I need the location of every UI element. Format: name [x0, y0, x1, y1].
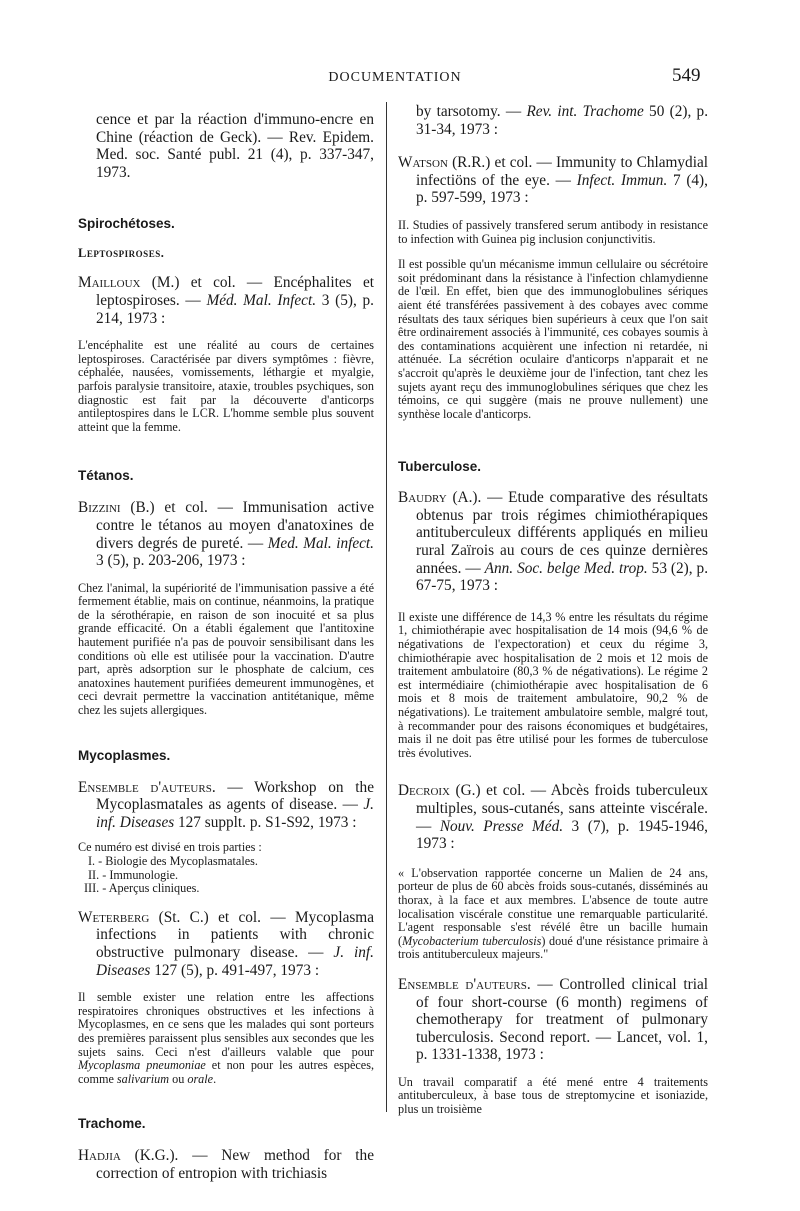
subsection-heading-leptospiroses: Leptospiroses.: [78, 246, 165, 261]
reference-mailloux: Mailloux (M.) et col. — Encéphalites et leptospiroses. — Méd. Mal. Infect. 3 (5), p. 214, 1973 :: [78, 274, 374, 327]
section-heading-mycoplasmes: Mycoplasmes.: [78, 747, 171, 763]
section-heading-tuberculose: Tuberculose.: [398, 459, 482, 475]
abstract-watson: Il est possible qu'un mécanisme immun cellulaire ou sécrétoire soit prédominant dans la résistance à l'infection chlamydienne de l'œil. En effet, bien que des immunoglobulines sériques aient été transférées passivement à des cobayes avec comme résultats des taux sériques bien supérieurs à ceux que l'on sait être ordinairement associés à l'immunité, ces cobayes soumis à des contaminations acquièrent une infection ni retardée, ni atténuée. La sécrétion oculaire d'anticorps n'apparait et ne s'accroit qu'après le deuxième jour de l'infection, tant chez les sujets ayant reçu des immunoglobulines sériques que chez les témoins, ce qui suggère (mais ne prouve nullement) une synthèse locale d'anticorps.: [398, 257, 708, 421]
contents-list: [78, 841, 374, 895]
running-title: DOCUMENTATION: [328, 70, 462, 85]
left-column: [78, 103, 374, 1183]
reference-weterberg: Weterberg (St. C.) et col. — Mycoplasma infections in patients with chronic obstructive pulmonary disease. — J. inf. Diseases 127 (5), p. 491-497, 1973 :: [78, 908, 374, 979]
abstract-bizzini: Chez l'animal, la supériorité de l'immunisation passive a été fermement établie, mais on continue, néanmoins, la pratique de la sérothérapie, en raison de son inocuité et sa plus grande efficacité. On a établi également que l'antitoxine hautement purifiée n'a pas de pouvoir sensibilisant dans les conditions où elle est utilisée pour la vaccination. D'autre part, après adsorption sur le phosphate de calcium, ces anatoxines hautement purifiées demeurent immunogènes, et ceci devrait permettre la vaccination antitétanique, même chez les sujets allergiques.: [78, 580, 374, 718]
contents-item: III. - Aperçus cliniques.: [84, 881, 200, 896]
reference-baudry: Baudry (A.). — Etude comparative des résultats obtenus par trois régimes chimiothérapiques antituberculeux différents appliqués en milieu rural Zaïrois au cours de ces quinze dernières années. — Ann. Soc. belge Med. trop. 53 (2), p. 67-75, 1973 :: [398, 489, 709, 595]
abstract-ensemble-lancet: Un travail comparatif a été mené entre 4 traitements antituberculeux, à base tous de streptomycine et isoniazide, plus un troisième: [398, 1074, 708, 1117]
section-heading-spirochetoses: Spirochétoses.: [78, 216, 175, 232]
continued-reference: cence et par la réaction d'immuno-encre en Chine (réaction de Geck). — Rev. Epidem. Med. soc. Santé publ. 21 (4), p. 337-347, 1973.: [96, 111, 374, 181]
section-heading-trachome: Trachome.: [78, 1116, 146, 1132]
page-number: 549: [672, 65, 701, 86]
column-divider: [386, 102, 387, 1112]
reference-hadjia: Hadjia (K.G.). — New method for the correction of entropion with trichiasis: [78, 1147, 374, 1182]
contents-item: II. - Immunologie.: [88, 867, 179, 882]
abstract-decroix: « L'observation rapportée concerne un Malien de 24 ans, porteur de plus de 60 abcès froids sous-cutanés, disséminés au thorax, à la face et aux membres. L'absence de toute autre localisation viscérale constitue une remarquable particularité. L'agent responsable s'est révélé être un bacille humain (Mycobacterium tuberculosis) doué d'une résistance primaire à trois antituberculeux majeurs.": [398, 865, 709, 962]
reference-watson: Watson (R.R.) et col. — Immunity to Chlamydial infectiöns of the eye. — Infect. Immun. 7 (4), p. 597-599, 1973 :: [398, 154, 708, 207]
section-heading-tetanos: Tétanos.: [78, 468, 134, 484]
abstract-watson-title: II. Studies of passively transfered serum antibody in resistance to infection with Guinea pig inclusion conjunctivitis.: [398, 217, 708, 246]
reference-ensemble-workshop: Ensemble d'auteurs. — Workshop on the Mycoplasmatales as agents of disease. — J. inf. Diseases 127 supplt. p. S1-S92, 1973 :: [78, 778, 374, 831]
contents-intro: Ce numéro est divisé en trois parties :: [78, 840, 262, 855]
contents-item: I. - Biologie des Mycoplasmatales.: [88, 854, 258, 868]
abstract-baudry: Il existe une différence de 14,3 % entre les résultats du régime 1, chimiothérapie avec hospitalisation de 14 mois (94,6 % de négativations de l'expectoration) et ceux du régime 3, chimiothérapie avec hospitalisation de 2 mois et 12 mois de traitement ambulatoire (80,3 % de négativations). Le régime 2 est intermédiaire (chimiothérapie avec hospitalisation de 6 mois et 8 mois de traitement ambulatoire, 90,2 % de négativations). Le traitement ambulatoire semble, malgré tout, à recommander pour des raisons économiques et budgétaires, mais il ne doit pas être utilisé pour les formes de tuberculose très évolutives.: [398, 609, 708, 760]
abstract-mailloux: L'encéphalite est une réalité au cours de certaines leptospiroses. Caractérisée par divers symptômes : fièvre, céphalée, nausées, vomissements, léthargie et myalgie, parfois paralysie transitoire, ataxie, troubles psychiques, son diagnostic est fait par la découverte d'anticorps antileptospires dans le LCR. L'homme semble plus souvent atteint que la femme.: [78, 338, 374, 434]
reference-bizzini: Bizzini (B.) et col. — Immunisation active contre le tétanos au moyen d'anatoxines de divers degrés de pureté. — Med. Mal. infect. 3 (5), p. 203-206, 1973 :: [78, 499, 374, 570]
reference-hadjia-continued: by tarsotomy. — Rev. int. Trachome 50 (2), p. 31-34, 1973 :: [416, 103, 709, 138]
abstract-weterberg: Il semble exister une relation entre les affections respiratoires chroniques obstructives et les infections à Mycoplasmes, en ce sens que les malades qui sont porteurs des premières paraissent plus sensibles aux secondes que les sujets sains. Ceci n'est d'ailleurs valable que pour Mycoplasma pneumoniae et non pour les autres espèces, comme salivarium ou orale.: [78, 990, 374, 1086]
reference-decroix: Decroix (G.) et col. — Abcès froids tuberculeux multiples, sous-cutanés, sans atteinte viscérale. — Nouv. Presse Méd. 3 (7), p. 1945-1946, 1973 :: [398, 782, 708, 853]
right-column: [398, 103, 708, 1117]
reference-ensemble-lancet: Ensemble d'auteurs. — Controlled clinical trial of four short-course (6 month) regimens of chemotherapy for treatment of pulmonary tuberculosis. Second report. — Lancet, vol. 1, p. 1331-1338, 1973 :: [398, 975, 708, 1064]
